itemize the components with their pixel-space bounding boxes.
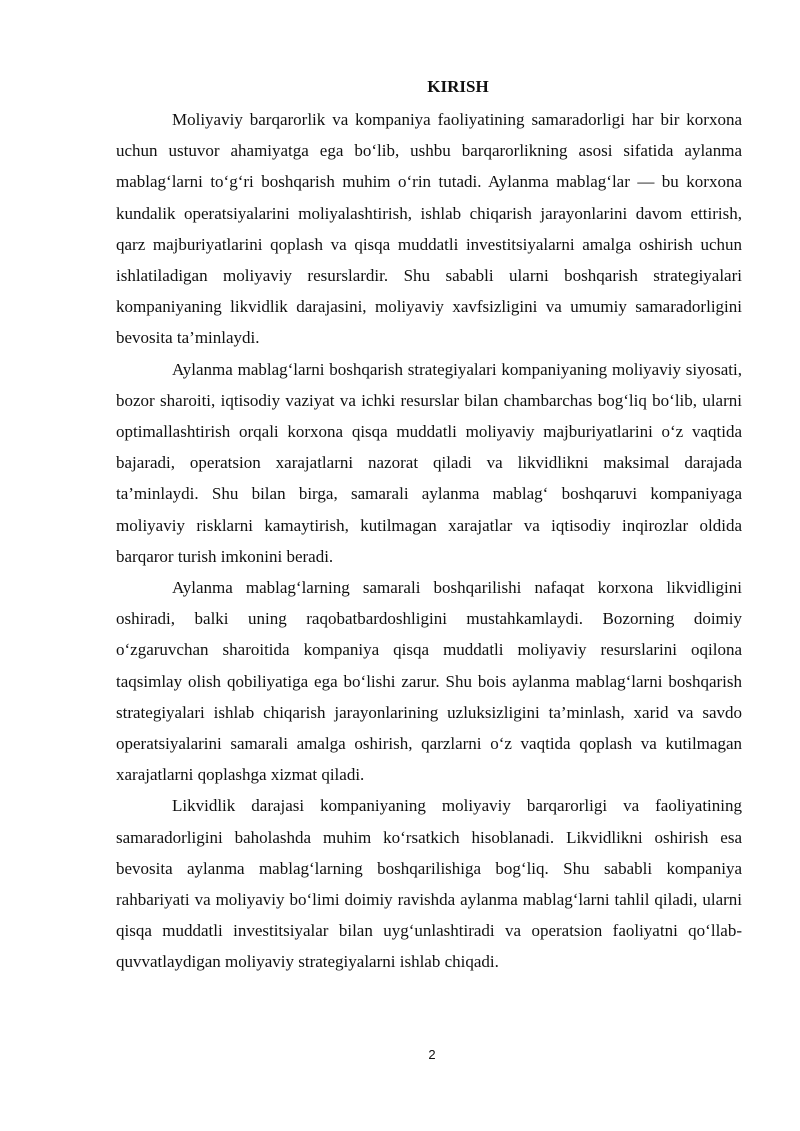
paragraph-2: Aylanma mablag‘larni boshqarish strategiyalari kompaniyaning moliyaviy siyosati, bozor sharoiti, iqtisodiy vaziyat va ichki resurslar bilan chambarchas bog‘liq bo‘lib, ularni optimallashtirish orqali korxona qisqa muddatli moliyaviy majburiyatlarini o‘z vaqtida bajaradi, operatsion xarajatlarni nazorat qiladi va likvidlikni maksimal darajada ta’minlaydi. Shu bilan birga, samarali aylanma mablag‘ boshqaruvi kompaniyaga moliyaviy risklarni kamaytirish, kutilmagan xarajatlar va iqtisodiy inqirozlar oldida barqaror turish imkonini beradi. bbox=[116, 359, 742, 566]
section-title: KIRISH bbox=[427, 77, 489, 96]
paragraph-4: Likvidlik darajasi kompaniyaning moliyaviy barqarorligi va faoliyatining samaradorligini baholashda muhim ko‘rsatkich hisoblanadi. Likvidlikni oshirish esa bevosita aylanma mablag‘larning boshqarilishiga bog‘liq. Shu sababli kompaniya rahbariyati va moliyaviy bo‘limi doimiy ravishda aylanma mablag‘larni tahlil qiladi, ularni qisqa muddatli investitsiyalar bilan uyg‘unlashtiradi va operatsion faoliyatni qo‘llab-quvvatlaydigan moliyaviy strategiyalarni ishlab chiqadi. bbox=[116, 796, 742, 972]
paragraph-1: Moliyaviy barqarorlik va kompaniya faoliyatining samaradorligi har bir korxona uchun ustuvor ahamiyatga ega bo‘lib, ushbu barqarorlikning asosi sifatida aylanma mablag‘larni to‘g‘ri boshqarish muhim o‘rin tutadi. Aylanma mablag‘lar — bu korxona kundalik operatsiyalarini moliyalashtirish, ishlab chiqarish jarayonlarini davom ettirish, qarz majburiyatlarini qoplash va qisqa muddatli investitsiyalarni amalga oshirish uchun ishlatiladigan moliyaviy resurslardir. Shu sababli ularni boshqarish strategiyalari kompaniyaning likvidlik darajasini, moliyaviy xavfsizligini va umumiy samaradorligini bevosita ta’minlaydi. bbox=[116, 110, 742, 348]
page-number: 2 bbox=[428, 1047, 436, 1062]
document-page bbox=[116, 72, 742, 978]
paragraph-3: Aylanma mablag‘larning samarali boshqarilishi nafaqat korxona likvidligini oshiradi, balki uning raqobatbardoshligini mustahkamlaydi. Bozorning doimiy o‘zgaruvchan sharoitida kompaniya qisqa muddatli moliyaviy resurslarini oqilona taqsimlay olish qobiliyatiga ega bo‘lishi zarur. Shu bois aylanma mablag‘larni boshqarish strategiyalari ishlab chiqarish jarayonlarining uzluksizligini ta’minlash, xarid va savdo operatsiyalarini samarali amalga oshirish, qarzlarni o‘z vaqtida qoplash va kutilmagan xarajatlarni qoplashga xizmat qiladi. bbox=[116, 578, 742, 785]
